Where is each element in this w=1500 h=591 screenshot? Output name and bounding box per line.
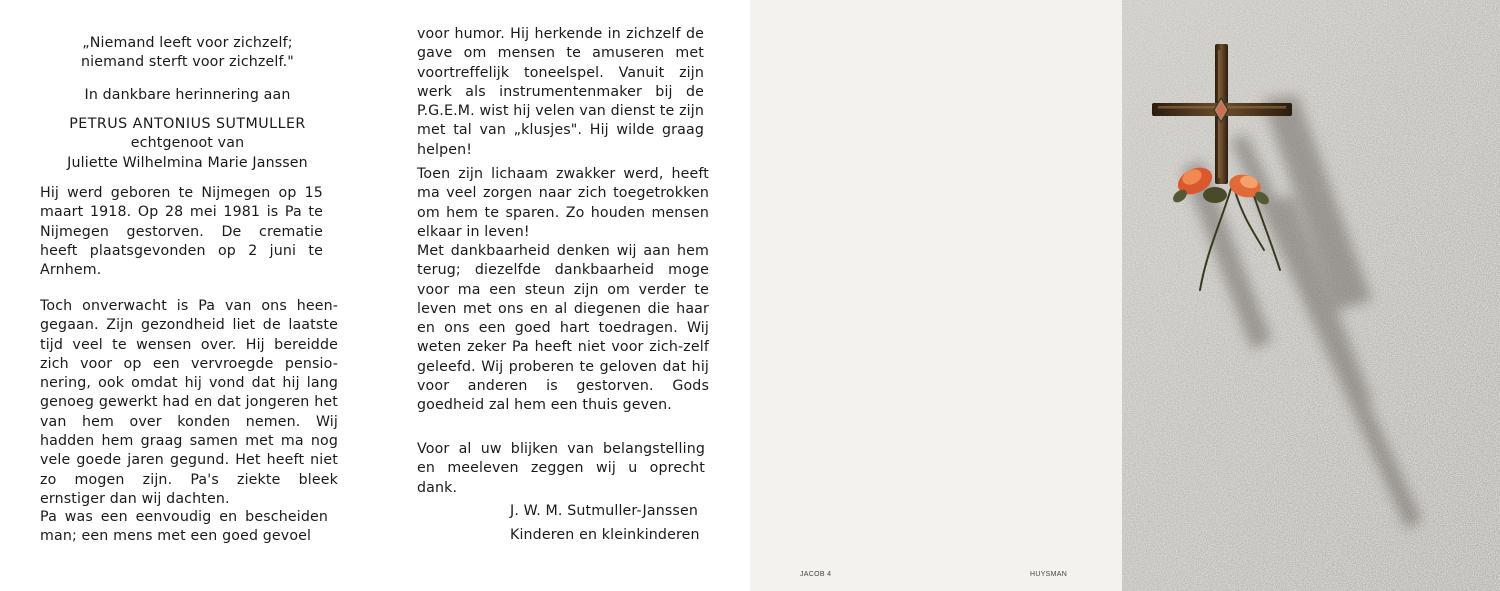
deceased-name: PETRUS ANTONIUS SUTMULLER — [69, 116, 306, 132]
quote-line: niemand sterft voor zichzelf." — [81, 54, 294, 71]
signature-block — [510, 502, 720, 551]
quote-line: „Niemand leeft voor zichzelf; — [82, 35, 293, 51]
page-right-text — [375, 0, 750, 591]
signature-line: J. W. M. Sutmuller-Janssen — [510, 503, 698, 519]
printer-mark-right: HUYSMAN — [1030, 571, 1068, 578]
humor-paragraph: voor humor. Hij herkende in zichzelf de gave om mensen te amuseren met voortreffelijk toneelspel. Vanuit zijn werk als instrumentenmaker bij de P.G.E.M. wist hij velen van dienst te zijn met tal van „klusjes". Hij wilde graag helpen! — [417, 26, 704, 158]
life-paragraph: Toch onverwacht is Pa van ons heen-gegaan. Zijn gezondheid liet de laatste tijd veel te wensen over. Hij bereidde zich voor op een vervroegde pensio-nering, ook omdat hij vond dat hij lang genoeg gewerkt had en dat jongeren het van hem over konden nemen. Wij hadden hem graag samen met ma nog vele goede jaren gegund. Het heeft niet zo mogen zijn. Pa's ziekte bleek ernstiger dan wij dachten. — [40, 298, 338, 507]
remembrance-heading: In dankbare herinnering aan — [84, 87, 291, 103]
page-left-text — [0, 0, 375, 591]
printer-mark-left: JACOB 4 — [800, 571, 832, 578]
opening-quote — [40, 34, 335, 73]
signature-line: Kinderen en kleinkinderen — [510, 527, 700, 544]
character-paragraph: Pa was een eenvoudig en bescheiden man; een mens met een goed gevoel — [40, 509, 328, 545]
birth-death-paragraph: Hij werd geboren te Nijmegen op 15 maart 1918. Op 28 mei 1981 is Pa te Nijmegen gestorven. De crematie heeft plaatsgevonden op 2 juni te Arnhem. — [40, 185, 323, 279]
cross-photo-illustration — [1122, 0, 1500, 591]
back-page — [750, 0, 1122, 591]
care-paragraph: Toen zijn lichaam zwakker werd, heeft ma veel zorgen naar zich toegetrokken om hem te sparen. Zo houden mensen elkaar in leven! — [417, 166, 709, 240]
gratitude-paragraph: Met dankbaarheid denken wij aan hem terug; diezelfde dankbaarheid moge voor ma een steun zijn om verder te leven met ons en al diegenen die haar en ons een goed hart toedragen. Wij weten zeker Pa heeft niet voor zich-zelf geleefd. Wij proberen te geloven dat hij voor anderen is gestorven. Gods goedheid zal hem een thuis geven. — [417, 243, 709, 414]
deceased-block — [40, 115, 335, 173]
spouse-label: echtgenoot van — [130, 135, 245, 152]
thanks-paragraph: Voor al uw blijken van belangstelling en meeleven zeggen wij u oprecht dank. — [417, 441, 705, 496]
spouse-name: Juliette Wilhelmina Marie Janssen — [67, 154, 308, 171]
cover-photo — [1122, 0, 1500, 591]
